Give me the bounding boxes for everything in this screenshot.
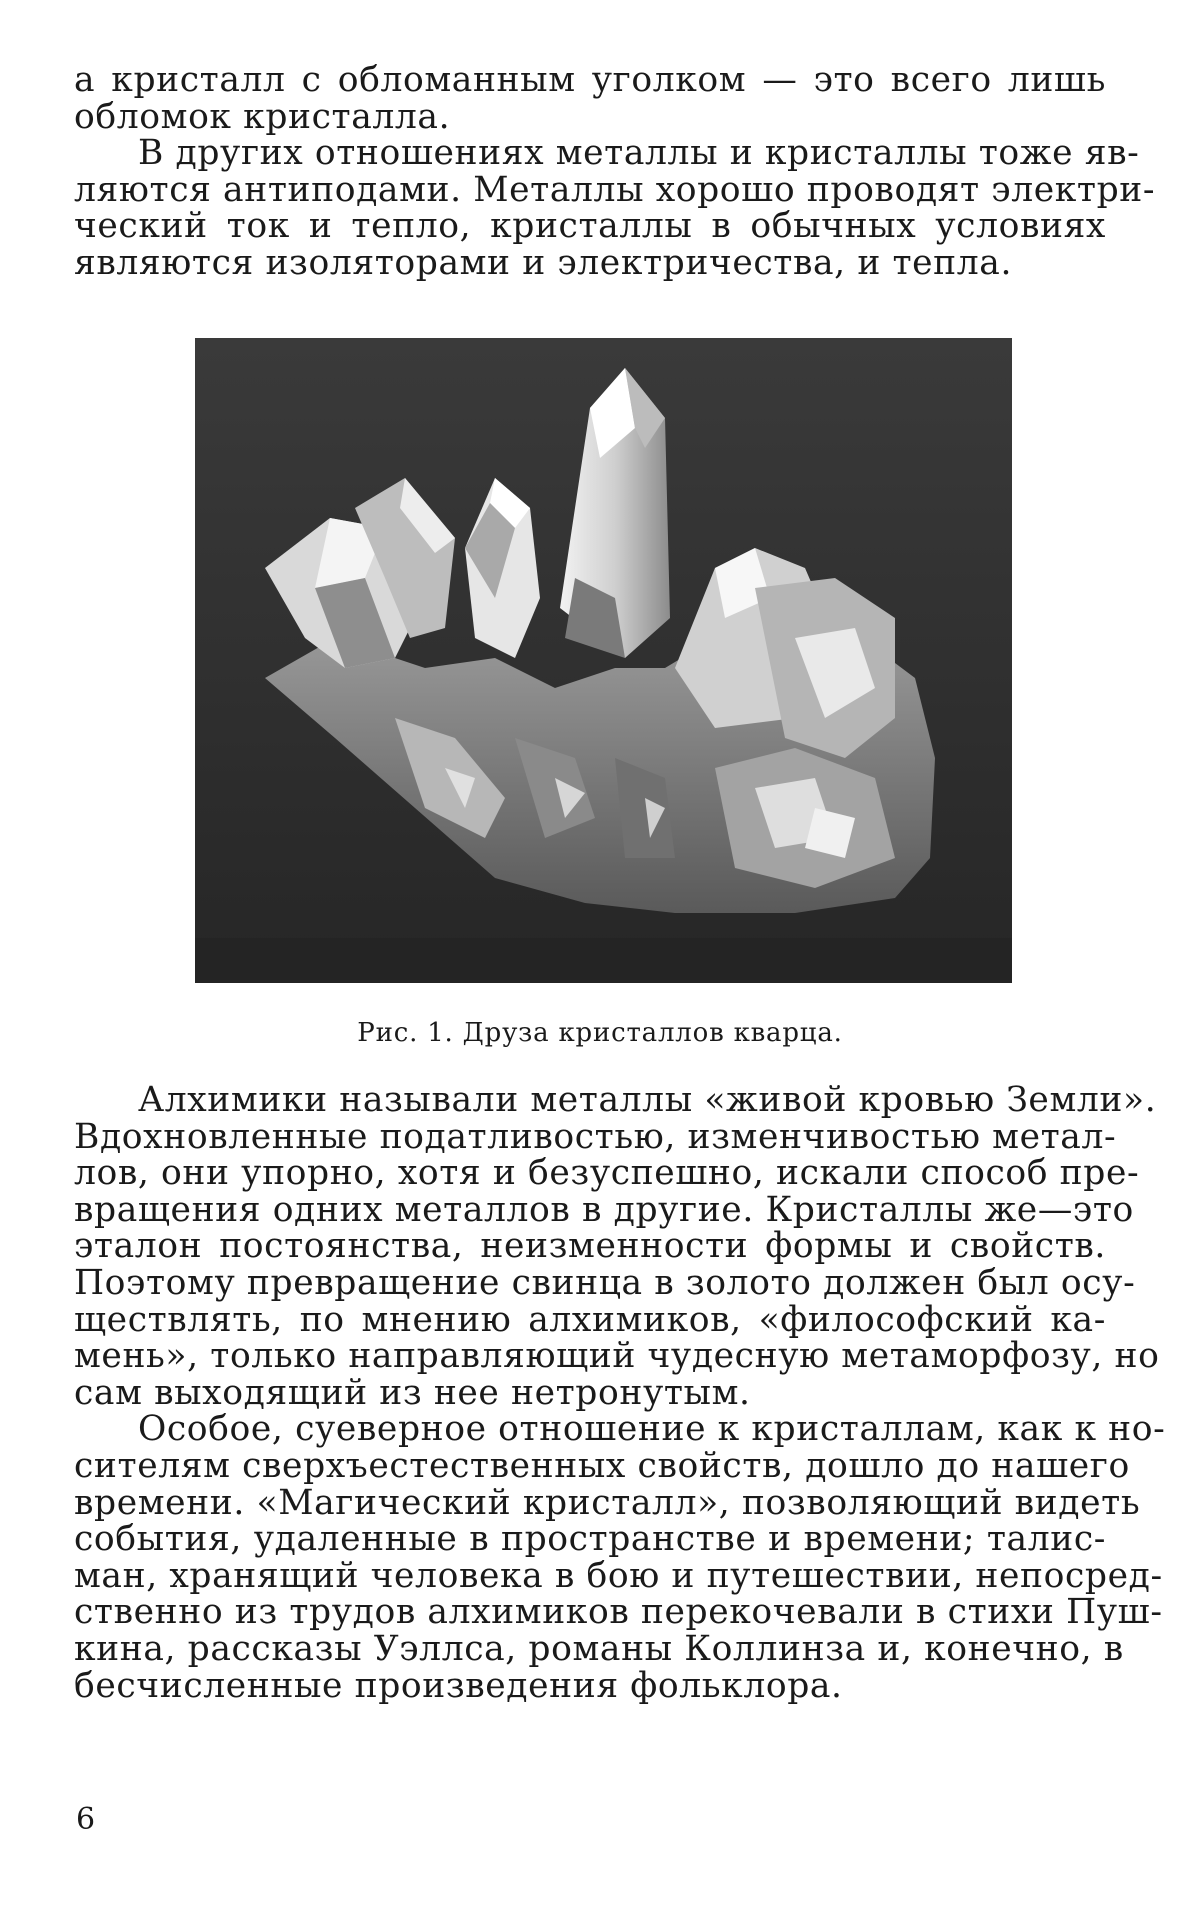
text-line: Вдохновленные податливостью, изменчивостью метал- (74, 1116, 1117, 1157)
text-line: ществлять, по мнению алхимиков, «философский ка- (74, 1299, 1106, 1340)
figure-caption: Рис. 1. Друза кристаллов кварца. (357, 1018, 843, 1048)
crystal-druse-illustration (195, 338, 1012, 983)
text-line: а кристалл с обломанным уголком — это всего лишь (74, 60, 1106, 100)
text-line: кина, рассказы Уэллса, романы Коллинза и, конечно, в (74, 1628, 1124, 1669)
text-line: события, удаленные в пространстве и времени; талис- (74, 1519, 1106, 1560)
text-line: ственно из трудов алхимиков перекочевали в стихи Пуш- (74, 1592, 1163, 1633)
text-line: бесчисленные произведения фольклора. (74, 1665, 843, 1706)
paragraph (74, 62, 1106, 135)
text-line: эталон постоянства, неизменности формы и свойств. (74, 1226, 1106, 1267)
text-line: вращения одних металлов в другие. Кристаллы же—это (74, 1189, 1134, 1230)
text-line: Поэтому превращение свинца в золото должен был осу- (74, 1262, 1136, 1303)
text-block-top (74, 60, 1156, 283)
quartz-crystal-photo (195, 338, 1012, 983)
text-line: сителям сверхъестественных свойств, дошло до нашего (74, 1445, 1130, 1486)
text-line: ляются антиподами. Металлы хорошо проводят электри- (74, 169, 1156, 210)
text-line: Алхимики называли металлы «живой кровью Земли». (138, 1080, 1157, 1120)
text-line: обломок кристалла. (74, 96, 451, 137)
page-number: 6 (76, 1802, 96, 1837)
text-line: ман, хранящий человека в бою и путешествии, непосред- (74, 1555, 1163, 1596)
paragraph (74, 1080, 1160, 1413)
text-line: сам выходящий из нее нетронутым. (74, 1372, 751, 1413)
text-line: ческий ток и тепло, кристаллы в обычных условиях (74, 206, 1106, 247)
text-line: В других отношениях металлы и кристаллы тоже яв- (138, 133, 1140, 174)
text-line: мень», только направляющий чудесную метаморфозу, но (74, 1336, 1160, 1377)
text-line: Особое, суеверное отношение к кристаллам, как к но- (138, 1409, 1166, 1450)
text-block-bottom (74, 1080, 1166, 1706)
text-line: лов, они упорно, хотя и безуспешно, искали способ пре- (74, 1153, 1140, 1194)
paragraph (74, 133, 1156, 283)
text-line: времени. «Магический кристалл», позволяющий видеть (74, 1482, 1141, 1523)
text-line: являются изоляторами и электричества, и тепла. (74, 242, 1013, 283)
paragraph (74, 1409, 1166, 1706)
